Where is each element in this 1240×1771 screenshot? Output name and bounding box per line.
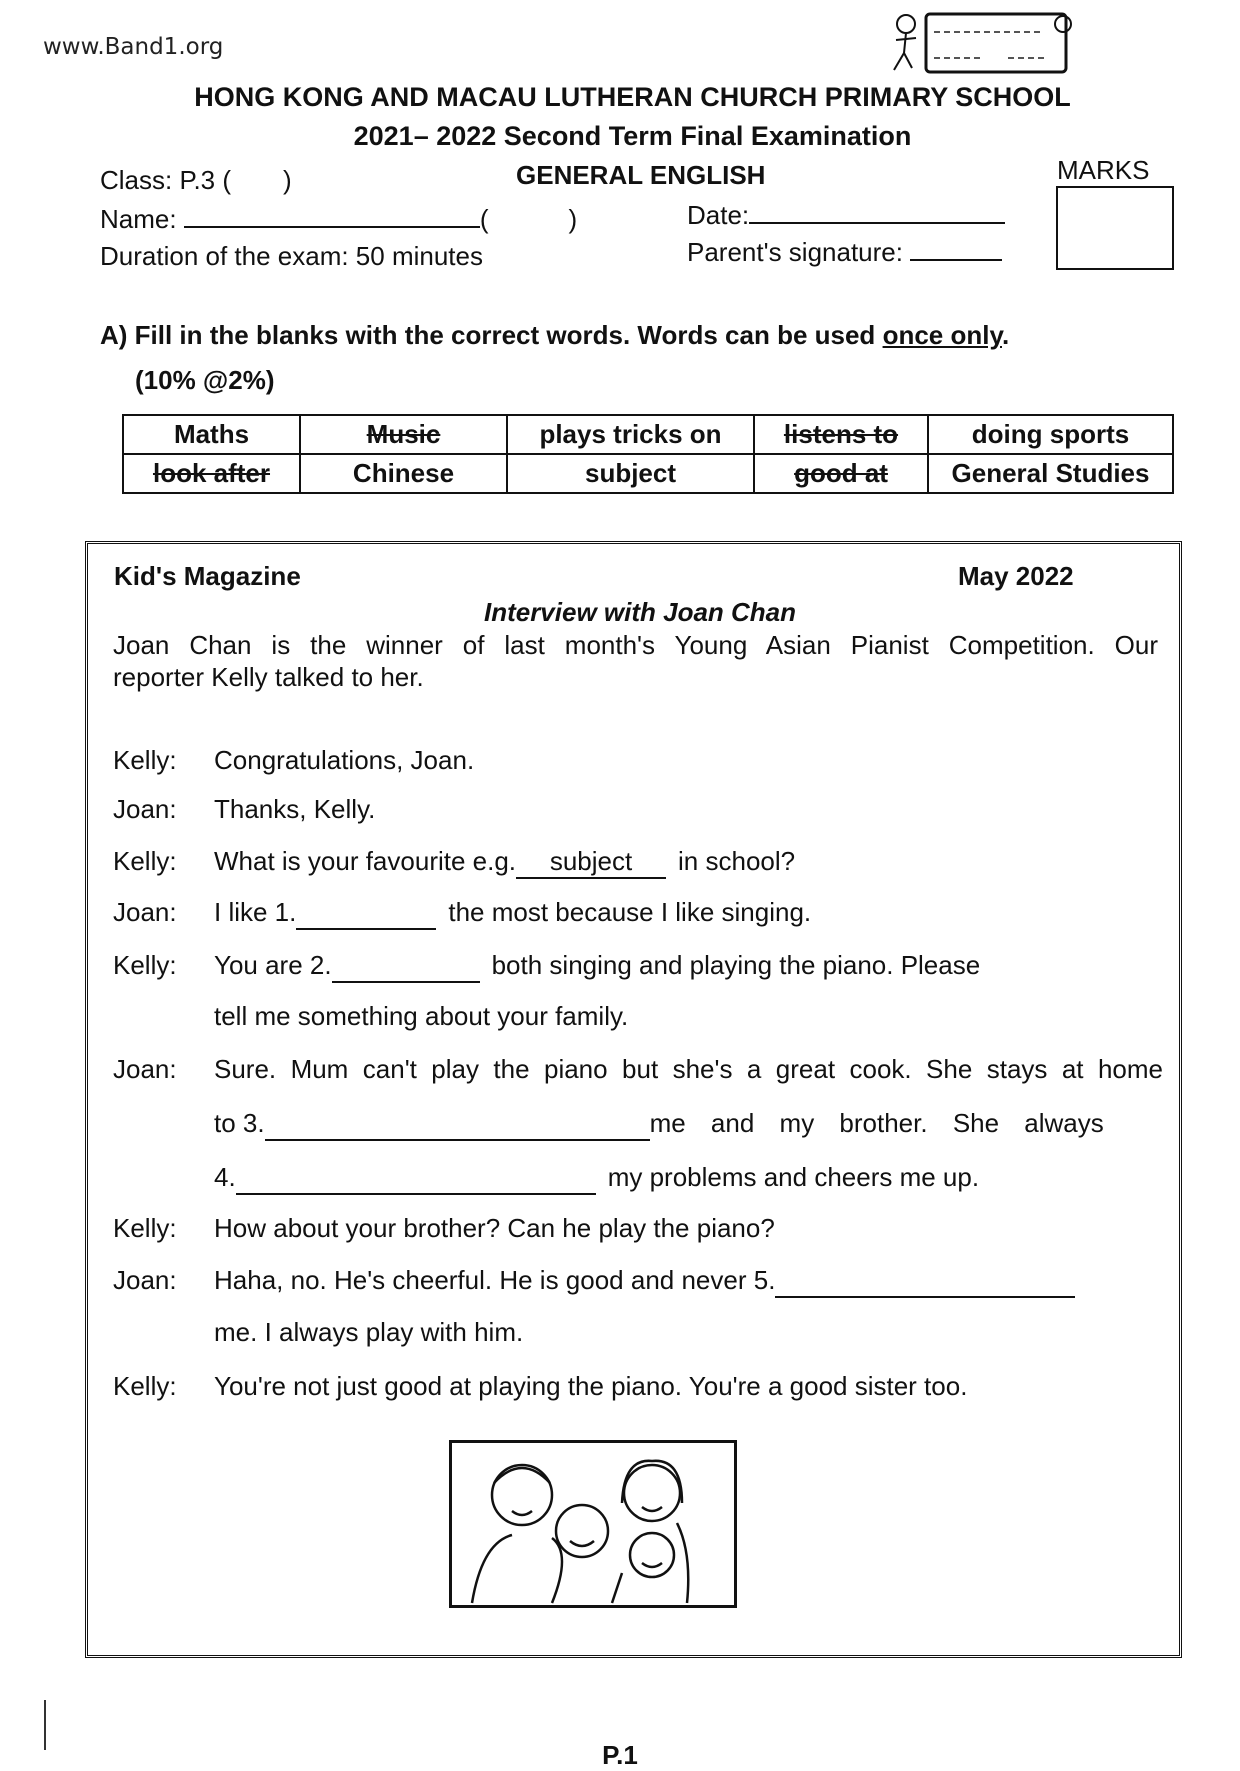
paren: ) bbox=[568, 204, 578, 234]
section-a-marks: (10% @2%) bbox=[135, 365, 275, 395]
answer-blank[interactable]: subject bbox=[516, 846, 666, 879]
speaker: Joan: bbox=[113, 897, 177, 927]
word-cell: plays tricks on bbox=[507, 415, 754, 454]
intro-line: reporter Kelly talked to her. bbox=[113, 662, 424, 692]
signature-blank[interactable] bbox=[910, 259, 1002, 261]
dialogue-text bbox=[214, 846, 1163, 879]
paren: ( bbox=[479, 204, 489, 234]
speaker: Joan: bbox=[113, 1265, 177, 1295]
magazine-date: May 2022 bbox=[958, 561, 1074, 591]
interview-title: Interview with Joan Chan bbox=[483, 597, 797, 627]
signature-label: Parent's signature: bbox=[687, 237, 903, 267]
watermark: www.Band1.org bbox=[43, 34, 224, 60]
date-label: Date: bbox=[687, 200, 750, 230]
marks-box bbox=[1056, 186, 1174, 270]
teacher-stamp bbox=[888, 8, 1078, 76]
word-bank-row bbox=[123, 415, 1173, 454]
marks-label: MARKS bbox=[1057, 155, 1150, 185]
text-before-blank: to 3. bbox=[214, 1108, 265, 1138]
word-cell: look after bbox=[123, 454, 300, 493]
magazine-name: Kid's Magazine bbox=[114, 561, 301, 591]
instruction-text: A) Fill in the blanks with the correct words. Words can be used bbox=[100, 320, 876, 350]
word-cell: Maths bbox=[123, 415, 300, 454]
dialogue-text: tell me something about your family. bbox=[214, 1001, 629, 1031]
speaker: Kelly: bbox=[113, 1371, 177, 1401]
word-bank bbox=[122, 414, 1174, 494]
speaker: Kelly: bbox=[113, 950, 177, 980]
text-after-blank: me and my brother. She always bbox=[649, 1108, 1104, 1138]
dialogue-text bbox=[214, 897, 1163, 930]
speaker: Kelly: bbox=[113, 745, 177, 775]
name-label: Name: bbox=[100, 204, 177, 234]
speaker: Joan: bbox=[113, 1054, 177, 1084]
word-cell: listens to bbox=[754, 415, 928, 454]
answer-blank[interactable] bbox=[332, 950, 480, 983]
dialogue-text: Sure. Mum can't play the piano but she's a great cook. She stays at home bbox=[214, 1054, 1163, 1084]
text-after-blank: my problems and cheers me up. bbox=[607, 1162, 980, 1192]
text-before-blank: Haha, no. He's cheerful. He is good and never 5. bbox=[214, 1265, 776, 1295]
answer-blank[interactable] bbox=[265, 1108, 650, 1141]
dialogue-text bbox=[214, 950, 1163, 983]
class-paren: ) bbox=[283, 165, 292, 195]
speaker: Kelly: bbox=[113, 1213, 177, 1243]
text-after-blank: the most because I like singing. bbox=[448, 897, 812, 927]
dialogue-text: me. I always play with him. bbox=[214, 1317, 524, 1347]
section-a-instruction bbox=[100, 320, 1009, 351]
school-name: HONG KONG AND MACAU LUTHERAN CHURCH PRIMARY SCHOOL bbox=[194, 82, 1071, 112]
signature-field bbox=[687, 237, 1002, 268]
answer-blank[interactable] bbox=[296, 897, 436, 930]
page-number: P.1 bbox=[602, 1740, 638, 1770]
word-cell: subject bbox=[507, 454, 754, 493]
word-bank-row bbox=[123, 454, 1173, 493]
answer-blank[interactable] bbox=[775, 1265, 1075, 1298]
exam-title: 2021– 2022 Second Term Final Examination bbox=[353, 121, 912, 151]
speaker: Joan: bbox=[113, 794, 177, 824]
word-cell: Music bbox=[300, 415, 507, 454]
class-field bbox=[100, 165, 292, 196]
class-label: Class: P.3 ( bbox=[100, 165, 232, 195]
date-blank[interactable] bbox=[749, 222, 1005, 224]
speaker: Kelly: bbox=[113, 846, 177, 876]
word-cell: doing sports bbox=[928, 415, 1173, 454]
text-before-blank: You are 2. bbox=[214, 950, 332, 980]
instruction-end: . bbox=[1002, 320, 1010, 350]
date-field bbox=[687, 200, 1005, 231]
name-field bbox=[100, 204, 577, 235]
dialogue-text: Thanks, Kelly. bbox=[214, 794, 376, 824]
word-cell: good at bbox=[754, 454, 928, 493]
scan-mark bbox=[44, 1700, 46, 1750]
word-cell: Chinese bbox=[300, 454, 507, 493]
dialogue-text: How about your brother? Can he play the piano? bbox=[214, 1213, 775, 1243]
instruction-emphasis: once only bbox=[882, 320, 1002, 350]
subject-title: GENERAL ENGLISH bbox=[516, 160, 766, 190]
dialogue-text bbox=[214, 1265, 1163, 1298]
name-blank[interactable] bbox=[184, 226, 480, 228]
answer-blank[interactable] bbox=[236, 1162, 596, 1195]
text-before-blank: 4. bbox=[214, 1162, 236, 1192]
family-illustration bbox=[449, 1440, 737, 1608]
dialogue-text: Congratulations, Joan. bbox=[214, 745, 475, 775]
text-before-blank: What is your favourite e.g. bbox=[214, 846, 517, 876]
dialogue-text bbox=[214, 1162, 1163, 1195]
dialogue-text bbox=[214, 1108, 1163, 1141]
dialogue-text: You're not just good at playing the piano. You're a good sister too. bbox=[214, 1371, 968, 1401]
text-after-blank: in school? bbox=[678, 846, 796, 876]
duration: Duration of the exam: 50 minutes bbox=[100, 241, 483, 271]
text-before-blank: I like 1. bbox=[214, 897, 297, 927]
text-after-blank: both singing and playing the piano. Please bbox=[491, 950, 981, 980]
word-cell: General Studies bbox=[928, 454, 1173, 493]
intro-line: Joan Chan is the winner of last month's Young Asian Pianist Competition. Our bbox=[113, 630, 1158, 660]
